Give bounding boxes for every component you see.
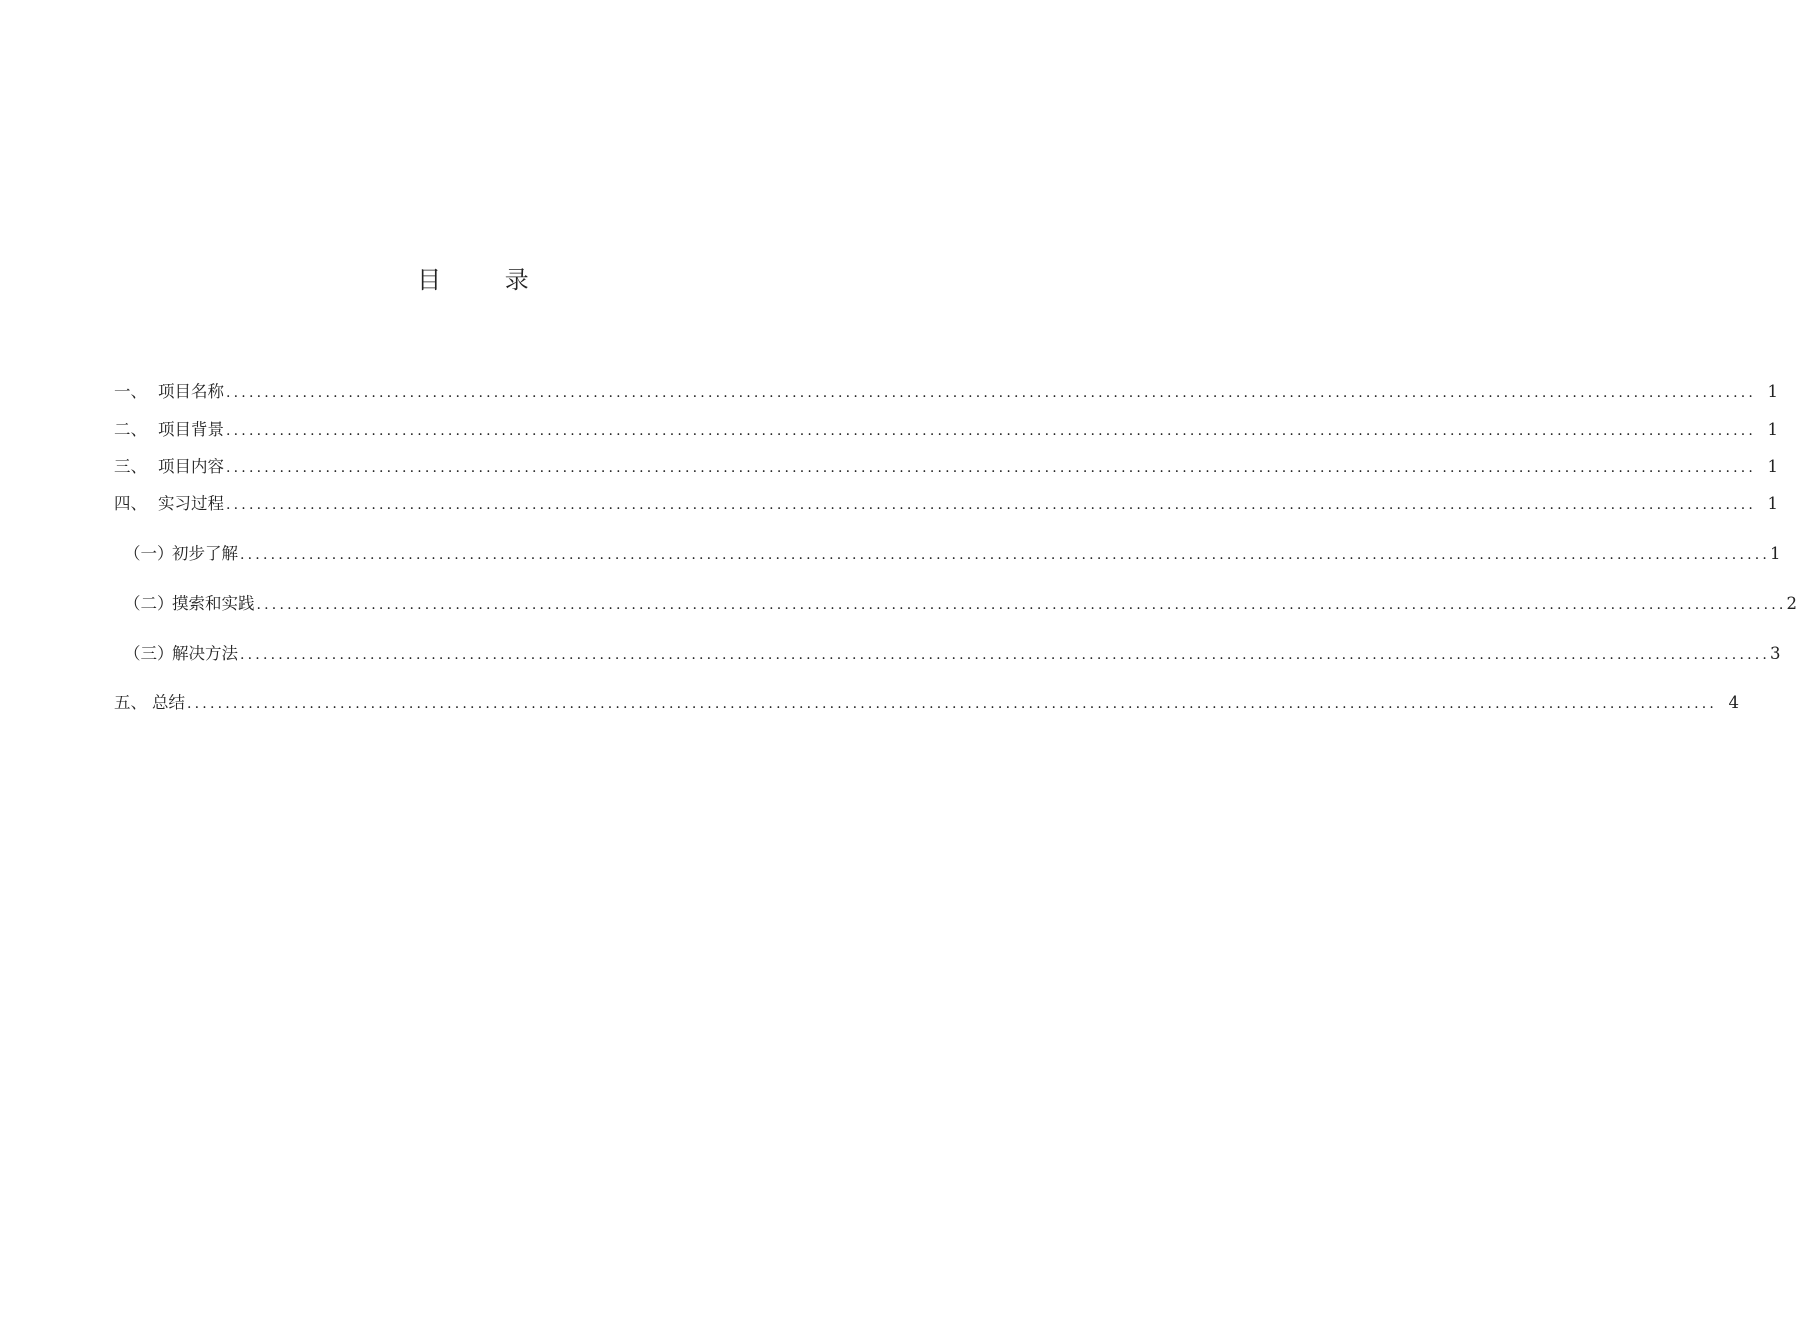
toc-dot-leader: ........................................................................................................................................................................................................: [226, 460, 1757, 476]
toc-entry-text: 项目内容: [158, 457, 224, 476]
toc-entry-number: 二、: [114, 420, 147, 439]
toc-entry-text: 摸索和实践: [172, 594, 255, 613]
toc-entry-number: （三）: [124, 644, 174, 663]
toc-dot-leader: ........................................................................................................................................................................................................: [256, 597, 1787, 613]
toc-subentry[interactable]: [124, 542, 1781, 566]
toc-entry-text: 初步了解: [172, 544, 238, 563]
toc-page-number: 4: [1728, 693, 1740, 712]
toc-entry-text: 项目名称: [158, 382, 224, 401]
toc-subentry[interactable]: [124, 592, 1797, 616]
toc-entry-number: 五、: [114, 693, 147, 712]
toc-page-number: 2: [1786, 594, 1797, 613]
toc-dot-leader: ........................................................................................................................................................................................................: [226, 385, 1757, 401]
toc-dot-leader: ........................................................................................................................................................................................................: [226, 423, 1757, 439]
toc-dot-leader: ........................................................................................................................................................................................................: [240, 647, 1771, 663]
toc-entry-number: 三、: [114, 457, 147, 476]
toc-page-number: 1: [1767, 457, 1779, 476]
toc-page-number: 1: [1770, 544, 1781, 563]
toc-entry-text: 实习过程: [158, 494, 224, 513]
toc-subentry[interactable]: [124, 642, 1781, 666]
toc-title: 目 录: [417, 266, 557, 294]
toc-page-number: 1: [1767, 382, 1779, 401]
toc-entry[interactable]: [114, 455, 1779, 479]
toc-page-number: 3: [1770, 644, 1781, 663]
toc-entry-number: （二）: [124, 594, 174, 613]
toc-entry-text: 项目背景: [158, 420, 224, 439]
toc-entry-number: （一）: [124, 544, 174, 563]
toc-entry[interactable]: [114, 492, 1779, 516]
toc-entry-number: 一、: [114, 382, 147, 401]
toc-entry-text: 总结: [152, 693, 185, 712]
toc-entry-text: 解决方法: [172, 644, 238, 663]
toc-entry[interactable]: [114, 691, 1740, 715]
toc-entry-number: 四、: [114, 494, 147, 513]
toc-page-number: 1: [1767, 494, 1779, 513]
toc-page-number: 1: [1767, 420, 1779, 439]
toc-entry[interactable]: [114, 418, 1779, 442]
toc-dot-leader: ........................................................................................................................................................................................................: [226, 497, 1757, 513]
toc-dot-leader: ........................................................................................................................................................................................................: [240, 547, 1771, 563]
toc-dot-leader: ........................................................................................................................................................................................................: [187, 696, 1718, 712]
toc-entry[interactable]: [114, 380, 1779, 404]
